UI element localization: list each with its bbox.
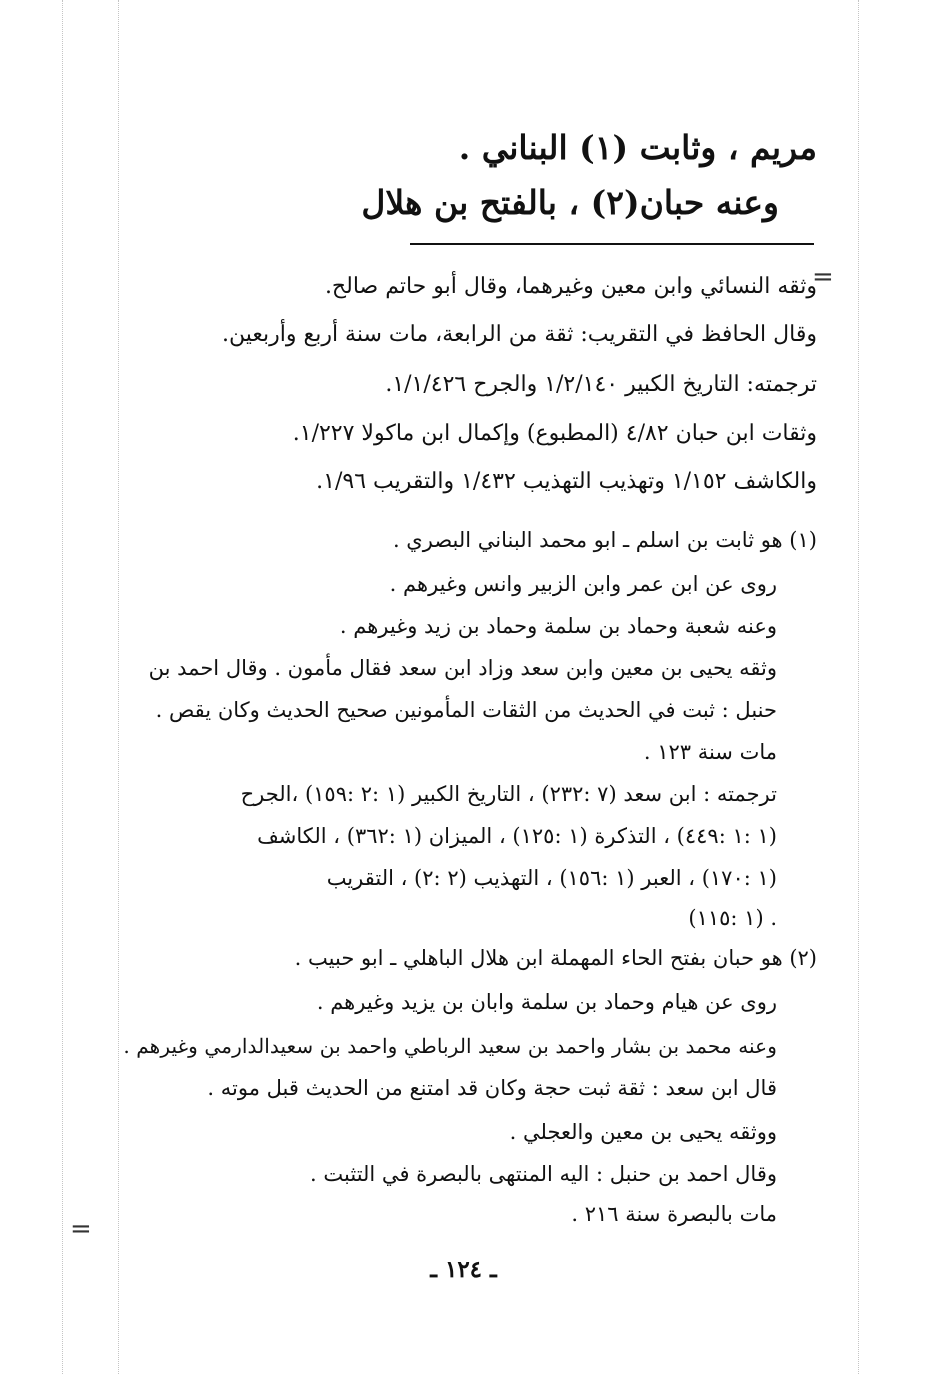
footnote-2-line: روى عن هيام وحماد بن سلمة وابان بن يزيد وغيرهم . <box>316 990 777 1014</box>
footnote-2-line: وقال احمد بن حنبل : اليه المنتهى بالبصرة في التثبت . <box>310 1162 777 1186</box>
main-text-line: مريم ، وثابت (١) البناني . <box>458 128 817 167</box>
footnote-1-line: وعنه شعبة وحماد بن سلمة وحماد بن زيد وغيرهم . <box>339 614 777 638</box>
scan-dotted-rule <box>62 0 63 1374</box>
footnote-2-line: قال ابن سعد : ثقة ثبت حجة وكان قد امتنع من الحديث قبل موته . <box>207 1076 777 1100</box>
note-line: وثقه النسائي وابن معين وغيرهما، وقال أبو حاتم صالح. <box>324 274 817 299</box>
scan-dotted-rule <box>118 0 119 1374</box>
footnote-1-line: وثقه يحيى بن معين وابن سعد وزاد ابن سعد فقال مأمون . وقال احمد بن <box>148 656 777 680</box>
scan-dotted-rule <box>858 0 859 1374</box>
footnote-1-line: . (١ :١١٥) <box>688 906 777 930</box>
footnote-2-line: مات بالبصرة سنة ٢١٦ . <box>571 1202 777 1226</box>
footnote-1-line: (١ :١ :٤٤٩) ، التذكرة (١ :١٢٥) ، الميزان (١ :٣٦٢) ، الكاشف <box>257 824 777 848</box>
continuation-mark: = <box>812 262 834 292</box>
footnote-1-line: (١) هو ثابت بن اسلم ـ ابو محمد البناني البصري . <box>392 528 817 552</box>
footnote-2-line: وعنه محمد بن بشار واحمد بن سعيد الرباطي واحمد بن سعيدالدارمي وغيرهم . <box>123 1034 777 1058</box>
footnote-2-line: (٢) هو حبان بفتح الحاء المهملة ابن هلال الباهلي ـ ابو حبيب . <box>294 946 817 970</box>
page-number: ـ ١٢٤ ـ <box>430 1256 497 1283</box>
note-line: وقال الحافظ في التقريب: ثقة من الرابعة، مات سنة أربع وأربعين. <box>222 322 817 347</box>
footnote-separator <box>410 243 814 245</box>
footnote-1-line: ترجمته : ابن سعد (٧ :٢٣٢) ، التاريخ الكبير (١ :٢ :١٥٩) ،الجرح <box>240 782 777 806</box>
footnote-2-line: ووثقه يحيى بن معين والعجلي . <box>509 1120 777 1144</box>
footnote-1-line: (١ :١٧٠) ، العبر (١ :١٥٦) ، التهذيب (٢ :٢) ، التقريب <box>326 866 777 890</box>
main-text-line: وعنه حبان(٢) ، بالفتح بن هلال <box>361 183 779 222</box>
footnote-1-line: مات سنة ١٢٣ . <box>643 740 777 764</box>
footnote-1-line: روى عن ابن عمر وابن الزبير وانس وغيرهم . <box>389 572 777 596</box>
continuation-mark: = <box>70 1214 92 1244</box>
note-line: وثقات ابن حبان ٤/٨٢ (المطبوع) وإكمال ابن ماكولا ١/٢٢٧. <box>292 421 817 446</box>
footnote-1-line: حنبل : ثبت في الحديث من الثقات المأمونين صحيح الحديث وكان يقص . <box>155 698 777 722</box>
note-line: والكاشف ١/١٥٢ وتهذيب التهذيب ١/٤٣٢ والتقريب ١/٩٦. <box>316 469 817 494</box>
note-line: ترجمته: التاريخ الكبير ١/٢/١٤٠ والجرح ١/١/٤٢٦. <box>385 372 817 397</box>
